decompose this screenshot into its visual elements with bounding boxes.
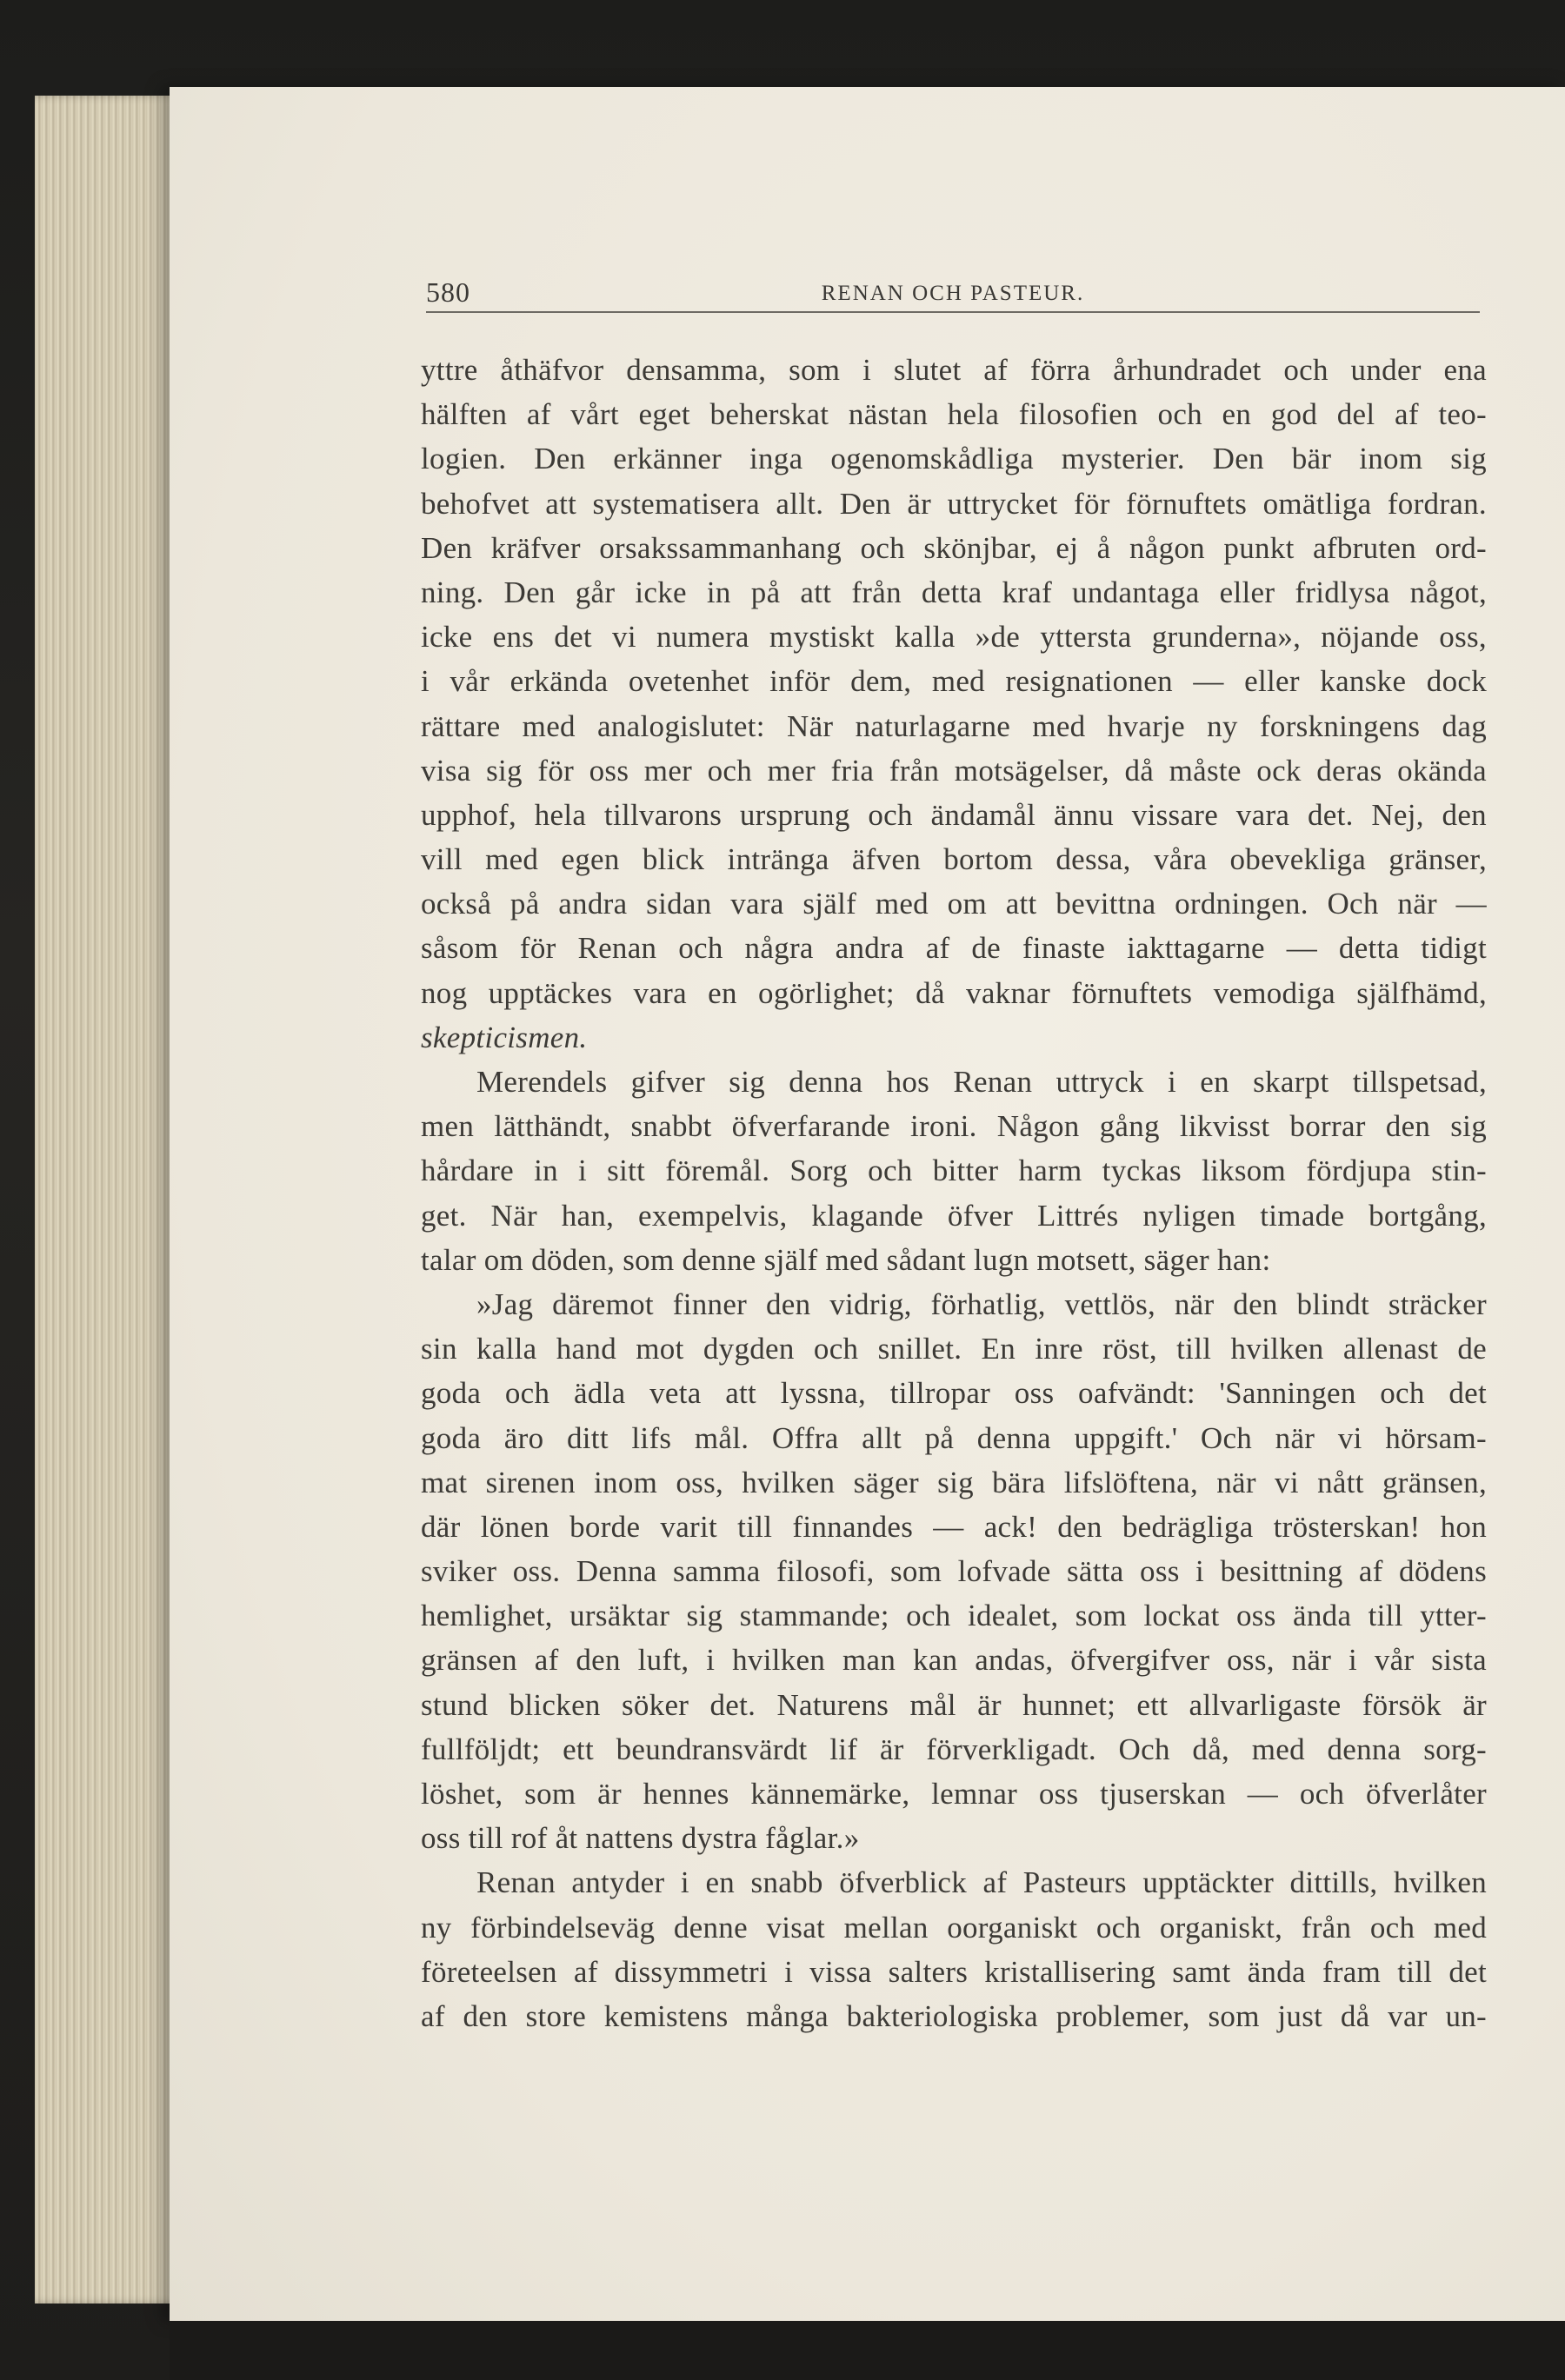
text-line: vill med egen blick intränga äfven bortom dessa, våra obevekliga gränser,: [421, 842, 1487, 877]
text-line: goda och ädla veta att lyssna, tillropar oss oafvändt: 'Sanningen och det: [421, 1376, 1487, 1411]
text-line: ning. Den går icke in på att från detta kraf undantaga eller fridlysa något,: [421, 575, 1487, 609]
running-title: RENAN OCH PASTEUR.: [821, 282, 1085, 305]
text-line: visa sig för oss mer och mer fria från motsägelser, då måste ock deras okända: [421, 753, 1487, 788]
text-line: icke ens det vi numera mystiskt kalla »de yttersta grunderna», nöjande oss,: [421, 620, 1487, 655]
body-text: [421, 348, 1487, 2038]
text-line: sviker oss. Denna samma filosofi, som lofvade sätta oss i besittning af dödens: [421, 1554, 1487, 1589]
text-line: upphof, hela tillvarons ursprung och ändamål ännu vissare vara det. Nej, den: [421, 797, 1487, 832]
text-line: löshet, som är hennes kännemärke, lemnar oss tjuserskan — och öfverlåter: [421, 1777, 1487, 1811]
text-line: Den kräfver orsakssammanhang och skönjbar, ej å någon punkt afbruten ord-: [421, 530, 1487, 565]
text-line: rättare med analogislutet: När naturlagarne med hvarje ny forskningens dag: [421, 708, 1487, 743]
paragraph-start: »Jag däremot finner den vidrig, förhatlig, vettlös, när den blindt sträcker: [476, 1286, 1487, 1321]
text-line: talar om döden, som denne själf med sådant lugn motsett, säger han:: [421, 1242, 1271, 1277]
text-line: hälften af vårt eget beherskat nästan hela filosofien och en god del af teo-: [421, 397, 1487, 432]
text-line: mat sirenen inom oss, hvilken säger sig bära lifslöftena, när vi nått gränsen,: [421, 1465, 1487, 1499]
text-line: af den store kemistens många bakteriologiska problemer, som just då var un-: [421, 1998, 1487, 2033]
scan-bottom-edge: [170, 2321, 1565, 2380]
paragraph-start: Merendels gifver sig denna hos Renan uttryck i en skarpt tillspetsad,: [476, 1065, 1487, 1099]
text-line: get. När han, exempelvis, klagande öfver Littrés nyligen timade bortgång,: [421, 1198, 1487, 1233]
text-line: gränsen af den luft, i hvilken man kan andas, öfvergifver oss, när i vår sista: [421, 1643, 1487, 1678]
text-line: fullföljdt; ett beundransvärdt lif är förverkligadt. Och då, med denna sorg-: [421, 1732, 1487, 1766]
text-line: nog upptäckes vara en ogörlighet; då vaknar förnuftets vemodiga själfhämd,: [421, 975, 1487, 1010]
text-line: hårdare in i sitt föremål. Sorg och bitter harm tyckas liksom fördjupa stin-: [421, 1153, 1487, 1188]
text-line: skepticismen.: [421, 1020, 588, 1054]
text-line: goda äro ditt lifs mål. Offra allt på denna uppgift.' Och när vi hörsam-: [421, 1420, 1487, 1455]
page-number: 580: [426, 276, 470, 308]
text-line: där lönen borde varit till finnandes — ack! den bedrägliga trösterskan! hon: [421, 1509, 1487, 1544]
paragraph-start: Renan antyder i en snabb öfverblick af Pasteurs upptäckter dittills, hvilken: [476, 1865, 1487, 1900]
text-line: men lätthändt, snabbt öfverfarande ironi. Någon gång likvisst borrar den sig: [421, 1109, 1487, 1144]
text-line: oss till rof åt nattens dystra fåglar.»: [421, 1821, 860, 1856]
text-line: företeelsen af dissymmetri i vissa salters kristallisering samt ända fram till det: [421, 1954, 1487, 1989]
text-line: ny förbindelseväg denne visat mellan oorganiskt och organiskt, från och med: [421, 1910, 1487, 1945]
text-line: såsom för Renan och några andra af de finaste iakttagarne — detta tidigt: [421, 931, 1487, 966]
text-line: också på andra sidan vara själf med om att bevittna ordningen. Och när —: [421, 887, 1487, 921]
text-line: logien. Den erkänner inga ogenomskådliga mysterier. Den bär inom sig: [421, 442, 1487, 476]
text-line: hemlighet, ursäktar sig stammande; och idealet, som lockat oss ända till ytter-: [421, 1599, 1487, 1633]
text-line: sin kalla hand mot dygden och snillet. En inre röst, till hvilken allenast de: [421, 1332, 1487, 1366]
text-line: i vår erkända ovetenhet inför dem, med resignationen — eller kanske dock: [421, 664, 1487, 699]
page-header: [426, 276, 1480, 313]
text-line: yttre åthäfvor densamma, som i slutet af förra århundradet och under ena: [421, 353, 1487, 387]
text-line: stund blicken söker det. Naturens mål är hunnet; ett allvarligaste försök är: [421, 1687, 1487, 1722]
text-line: behofvet att systematisera allt. Den är uttrycket för förnuftets omätliga fordran.: [421, 486, 1487, 521]
